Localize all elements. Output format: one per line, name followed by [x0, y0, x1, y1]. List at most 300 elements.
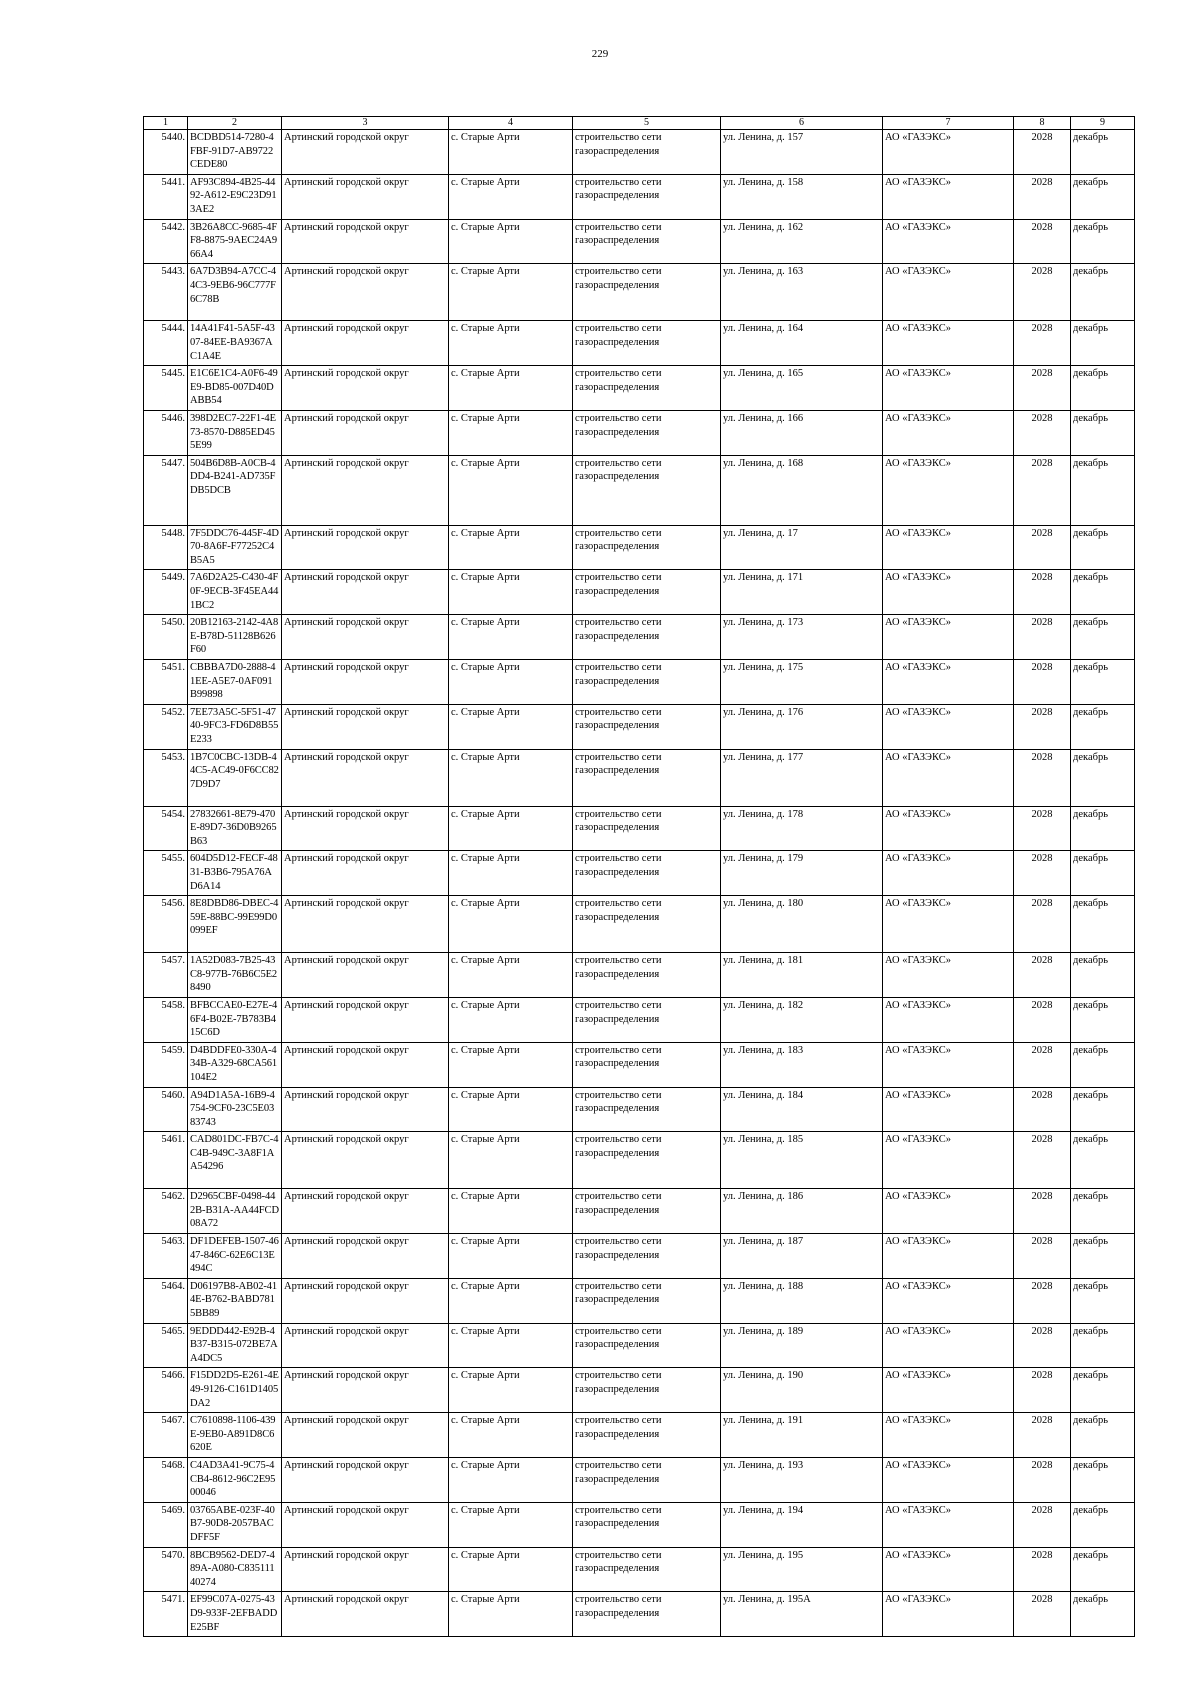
district-cell: Артинский городской округ: [282, 410, 449, 455]
district-cell: Артинский городской округ: [282, 806, 449, 851]
table-row: [144, 1278, 1135, 1323]
month-cell: декабрь: [1071, 749, 1135, 806]
object-id-cell: 8BCB9562-DED7-489A-A080-C83511140274: [188, 1547, 282, 1592]
month-cell: декабрь: [1071, 953, 1135, 998]
month-cell: декабрь: [1071, 1234, 1135, 1279]
object-id-cell: 27832661-8E79-470E-89D7-36D0B9265B63: [188, 806, 282, 851]
organization-cell: АО «ГАЗЭКС»: [883, 1368, 1014, 1413]
table-row: [144, 455, 1135, 525]
object-id-cell: BCDBD514-7280-4FBF-91D7-AB9722CEDE80: [188, 130, 282, 175]
year-cell: 2028: [1014, 1547, 1071, 1592]
row-number-cell: 5460.: [144, 1087, 188, 1132]
row-number-cell: 5453.: [144, 749, 188, 806]
month-cell: декабрь: [1071, 219, 1135, 264]
organization-cell: АО «ГАЗЭКС»: [883, 953, 1014, 998]
locality-cell: с. Старые Арти: [449, 219, 573, 264]
district-cell: Артинский городской округ: [282, 1189, 449, 1234]
month-cell: декабрь: [1071, 806, 1135, 851]
work-type-cell: строительство сети газораспределения: [573, 130, 721, 175]
table-row: [144, 570, 1135, 615]
locality-cell: с. Старые Арти: [449, 851, 573, 896]
object-id-cell: D2965CBF-0498-442B-B31A-AA44FCD08A72: [188, 1189, 282, 1234]
district-cell: Артинский городской округ: [282, 1547, 449, 1592]
month-cell: декабрь: [1071, 321, 1135, 366]
address-cell: ул. Ленина, д. 191: [721, 1413, 883, 1458]
work-type-cell: строительство сети газораспределения: [573, 525, 721, 570]
address-cell: ул. Ленина, д. 190: [721, 1368, 883, 1413]
address-cell: ул. Ленина, д. 187: [721, 1234, 883, 1279]
object-id-cell: C4AD3A41-9C75-4CB4-8612-96C2E9500046: [188, 1457, 282, 1502]
work-type-cell: строительство сети газораспределения: [573, 1087, 721, 1132]
locality-cell: с. Старые Арти: [449, 660, 573, 705]
row-number-cell: 5462.: [144, 1189, 188, 1234]
work-type-cell: строительство сети газораспределения: [573, 1413, 721, 1458]
month-cell: декабрь: [1071, 1132, 1135, 1189]
district-cell: Артинский городской округ: [282, 1413, 449, 1458]
district-cell: Артинский городской округ: [282, 525, 449, 570]
organization-cell: АО «ГАЗЭКС»: [883, 1189, 1014, 1234]
object-id-cell: 20B12163-2142-4A8E-B78D-51128B626F60: [188, 615, 282, 660]
month-cell: декабрь: [1071, 851, 1135, 896]
object-id-cell: C7610898-1106-439E-9EB0-A891D8C6620E: [188, 1413, 282, 1458]
object-id-cell: 8E8DBD86-DBEC-459E-88BC-99E99D0099EF: [188, 896, 282, 953]
year-cell: 2028: [1014, 1323, 1071, 1368]
column-header: 5: [573, 117, 721, 130]
work-type-cell: строительство сети газораспределения: [573, 896, 721, 953]
table-row: [144, 1323, 1135, 1368]
month-cell: декабрь: [1071, 174, 1135, 219]
table-row: [144, 1592, 1135, 1637]
district-cell: Артинский городской округ: [282, 321, 449, 366]
address-cell: ул. Ленина, д. 177: [721, 749, 883, 806]
object-id-cell: 3B26A8CC-9685-4FF8-8875-9AEC24A966A4: [188, 219, 282, 264]
address-cell: ул. Ленина, д. 158: [721, 174, 883, 219]
year-cell: 2028: [1014, 321, 1071, 366]
row-number-cell: 5470.: [144, 1547, 188, 1592]
organization-cell: АО «ГАЗЭКС»: [883, 1547, 1014, 1592]
object-id-cell: 1B7C0CBC-13DB-44C5-AC49-0F6CC827D9D7: [188, 749, 282, 806]
year-cell: 2028: [1014, 1368, 1071, 1413]
locality-cell: с. Старые Арти: [449, 615, 573, 660]
district-cell: Артинский городской округ: [282, 953, 449, 998]
column-header: 1: [144, 117, 188, 130]
work-type-cell: строительство сети газораспределения: [573, 455, 721, 525]
district-cell: Артинский городской округ: [282, 704, 449, 749]
table-row: [144, 704, 1135, 749]
row-number-cell: 5454.: [144, 806, 188, 851]
table-row: [144, 366, 1135, 411]
address-cell: ул. Ленина, д. 171: [721, 570, 883, 615]
district-cell: Артинский городской округ: [282, 570, 449, 615]
month-cell: декабрь: [1071, 1368, 1135, 1413]
address-cell: ул. Ленина, д. 185: [721, 1132, 883, 1189]
locality-cell: с. Старые Арти: [449, 1132, 573, 1189]
district-cell: Артинский городской округ: [282, 896, 449, 953]
work-type-cell: строительство сети газораспределения: [573, 1457, 721, 1502]
table-row: [144, 1547, 1135, 1592]
month-cell: декабрь: [1071, 525, 1135, 570]
row-number-cell: 5442.: [144, 219, 188, 264]
organization-cell: АО «ГАЗЭКС»: [883, 749, 1014, 806]
work-type-cell: строительство сети газораспределения: [573, 264, 721, 321]
table-row: [144, 851, 1135, 896]
work-type-cell: строительство сети газораспределения: [573, 1592, 721, 1637]
month-cell: декабрь: [1071, 1323, 1135, 1368]
object-id-cell: 7A6D2A25-C430-4F0F-9ECB-3F45EA441BC2: [188, 570, 282, 615]
locality-cell: с. Старые Арти: [449, 366, 573, 411]
district-cell: Артинский городской округ: [282, 1132, 449, 1189]
table-row: [144, 896, 1135, 953]
column-header: 7: [883, 117, 1014, 130]
work-type-cell: строительство сети газораспределения: [573, 1323, 721, 1368]
district-cell: Артинский городской округ: [282, 264, 449, 321]
table-row: [144, 264, 1135, 321]
organization-cell: АО «ГАЗЭКС»: [883, 1413, 1014, 1458]
row-number-cell: 5451.: [144, 660, 188, 705]
row-number-cell: 5445.: [144, 366, 188, 411]
year-cell: 2028: [1014, 264, 1071, 321]
page-number: 229: [591, 48, 609, 60]
month-cell: декабрь: [1071, 455, 1135, 525]
district-cell: Артинский городской округ: [282, 1234, 449, 1279]
address-cell: ул. Ленина, д. 162: [721, 219, 883, 264]
table-row: [144, 1368, 1135, 1413]
table-row: [144, 1502, 1135, 1547]
work-type-cell: строительство сети газораспределения: [573, 1368, 721, 1413]
address-cell: ул. Ленина, д. 186: [721, 1189, 883, 1234]
object-id-cell: 604D5D12-FECF-4831-B3B6-795A76AD6A14: [188, 851, 282, 896]
row-number-cell: 5456.: [144, 896, 188, 953]
locality-cell: с. Старые Арти: [449, 1087, 573, 1132]
organization-cell: АО «ГАЗЭКС»: [883, 615, 1014, 660]
row-number-cell: 5455.: [144, 851, 188, 896]
month-cell: декабрь: [1071, 366, 1135, 411]
organization-cell: АО «ГАЗЭКС»: [883, 219, 1014, 264]
month-cell: декабрь: [1071, 130, 1135, 175]
district-cell: Артинский городской округ: [282, 1502, 449, 1547]
address-cell: ул. Ленина, д. 163: [721, 264, 883, 321]
work-type-cell: строительство сети газораспределения: [573, 1547, 721, 1592]
month-cell: декабрь: [1071, 896, 1135, 953]
object-id-cell: 14A41F41-5A5F-4307-84EE-BA9367AC1A4E: [188, 321, 282, 366]
address-cell: ул. Ленина, д. 173: [721, 615, 883, 660]
organization-cell: АО «ГАЗЭКС»: [883, 896, 1014, 953]
row-number-cell: 5444.: [144, 321, 188, 366]
row-number-cell: 5464.: [144, 1278, 188, 1323]
organization-cell: АО «ГАЗЭКС»: [883, 1502, 1014, 1547]
locality-cell: с. Старые Арти: [449, 321, 573, 366]
table-row: [144, 130, 1135, 175]
district-cell: Артинский городской округ: [282, 1368, 449, 1413]
column-header: 2: [188, 117, 282, 130]
object-id-cell: 398D2EC7-22F1-4E73-8570-D885ED455E99: [188, 410, 282, 455]
district-cell: Артинский городской округ: [282, 1278, 449, 1323]
month-cell: декабрь: [1071, 1457, 1135, 1502]
locality-cell: с. Старые Арти: [449, 806, 573, 851]
row-number-cell: 5440.: [144, 130, 188, 175]
address-cell: ул. Ленина, д. 195А: [721, 1592, 883, 1637]
district-cell: Артинский городской округ: [282, 1323, 449, 1368]
work-type-cell: строительство сети газораспределения: [573, 1132, 721, 1189]
row-number-cell: 5449.: [144, 570, 188, 615]
year-cell: 2028: [1014, 1234, 1071, 1279]
work-type-cell: строительство сети газораспределения: [573, 410, 721, 455]
work-type-cell: строительство сети газораспределения: [573, 1189, 721, 1234]
locality-cell: с. Старые Арти: [449, 570, 573, 615]
locality-cell: с. Старые Арти: [449, 410, 573, 455]
month-cell: декабрь: [1071, 1087, 1135, 1132]
work-type-cell: строительство сети газораспределения: [573, 570, 721, 615]
work-type-cell: строительство сети газораспределения: [573, 953, 721, 998]
work-type-cell: строительство сети газораспределения: [573, 704, 721, 749]
year-cell: 2028: [1014, 366, 1071, 411]
district-cell: Артинский городской округ: [282, 1457, 449, 1502]
row-number-cell: 5465.: [144, 1323, 188, 1368]
row-number-cell: 5459.: [144, 1042, 188, 1087]
locality-cell: с. Старые Арти: [449, 174, 573, 219]
table-row: [144, 1234, 1135, 1279]
organization-cell: АО «ГАЗЭКС»: [883, 130, 1014, 175]
year-cell: 2028: [1014, 1278, 1071, 1323]
organization-cell: АО «ГАЗЭКС»: [883, 1042, 1014, 1087]
row-number-cell: 5463.: [144, 1234, 188, 1279]
object-id-cell: DF1DEFEB-1507-4647-846C-62E6C13E494C: [188, 1234, 282, 1279]
address-cell: ул. Ленина, д. 157: [721, 130, 883, 175]
work-type-cell: строительство сети газораспределения: [573, 1042, 721, 1087]
work-type-cell: строительство сети газораспределения: [573, 321, 721, 366]
work-type-cell: строительство сети газораспределения: [573, 174, 721, 219]
object-id-cell: EF99C07A-0275-43D9-933F-2EFBADDE25BF: [188, 1592, 282, 1637]
row-number-cell: 5452.: [144, 704, 188, 749]
locality-cell: с. Старые Арти: [449, 1234, 573, 1279]
work-type-cell: строительство сети газораспределения: [573, 1502, 721, 1547]
row-number-cell: 5469.: [144, 1502, 188, 1547]
organization-cell: АО «ГАЗЭКС»: [883, 704, 1014, 749]
object-id-cell: AF93C894-4B25-4492-A612-E9C23D913AE2: [188, 174, 282, 219]
month-cell: декабрь: [1071, 615, 1135, 660]
locality-cell: с. Старые Арти: [449, 1457, 573, 1502]
year-cell: 2028: [1014, 1189, 1071, 1234]
column-header: 6: [721, 117, 883, 130]
object-id-cell: 9EDDD442-E92B-4B37-B315-072BE7AA4DC5: [188, 1323, 282, 1368]
table-body: [144, 130, 1135, 1637]
organization-cell: АО «ГАЗЭКС»: [883, 1323, 1014, 1368]
address-cell: ул. Ленина, д. 183: [721, 1042, 883, 1087]
object-id-cell: D06197B8-AB02-414E-B762-BABD7815BB89: [188, 1278, 282, 1323]
object-id-cell: 504B6D8B-A0CB-4DD4-B241-AD735FDB5DCB: [188, 455, 282, 525]
work-type-cell: строительство сети газораспределения: [573, 997, 721, 1042]
year-cell: 2028: [1014, 749, 1071, 806]
address-cell: ул. Ленина, д. 175: [721, 660, 883, 705]
row-number-cell: 5466.: [144, 1368, 188, 1413]
district-cell: Артинский городской округ: [282, 130, 449, 175]
year-cell: 2028: [1014, 1042, 1071, 1087]
row-number-cell: 5471.: [144, 1592, 188, 1637]
year-cell: 2028: [1014, 953, 1071, 998]
row-number-cell: 5446.: [144, 410, 188, 455]
object-id-cell: A94D1A5A-16B9-4754-9CF0-23C5E0383743: [188, 1087, 282, 1132]
row-number-cell: 5448.: [144, 525, 188, 570]
address-cell: ул. Ленина, д. 179: [721, 851, 883, 896]
locality-cell: с. Старые Арти: [449, 455, 573, 525]
organization-cell: АО «ГАЗЭКС»: [883, 525, 1014, 570]
locality-cell: с. Старые Арти: [449, 130, 573, 175]
address-cell: ул. Ленина, д. 188: [721, 1278, 883, 1323]
year-cell: 2028: [1014, 1592, 1071, 1637]
object-id-cell: 7F5DDC76-445F-4D70-8A6F-F77252C4B5A5: [188, 525, 282, 570]
row-number-cell: 5447.: [144, 455, 188, 525]
organization-cell: АО «ГАЗЭКС»: [883, 997, 1014, 1042]
table-row: [144, 1132, 1135, 1189]
address-cell: ул. Ленина, д. 17: [721, 525, 883, 570]
address-cell: ул. Ленина, д. 166: [721, 410, 883, 455]
organization-cell: АО «ГАЗЭКС»: [883, 366, 1014, 411]
table-row: [144, 806, 1135, 851]
locality-cell: с. Старые Арти: [449, 525, 573, 570]
organization-cell: АО «ГАЗЭКС»: [883, 1592, 1014, 1637]
district-cell: Артинский городской округ: [282, 366, 449, 411]
locality-cell: с. Старые Арти: [449, 1413, 573, 1458]
locality-cell: с. Старые Арти: [449, 264, 573, 321]
month-cell: декабрь: [1071, 1189, 1135, 1234]
month-cell: декабрь: [1071, 264, 1135, 321]
table-row: [144, 410, 1135, 455]
organization-cell: АО «ГАЗЭКС»: [883, 410, 1014, 455]
work-type-cell: строительство сети газораспределения: [573, 615, 721, 660]
month-cell: декабрь: [1071, 1042, 1135, 1087]
work-type-cell: строительство сети газораспределения: [573, 219, 721, 264]
year-cell: 2028: [1014, 997, 1071, 1042]
district-cell: Артинский городской округ: [282, 851, 449, 896]
address-cell: ул. Ленина, д. 189: [721, 1323, 883, 1368]
table-row: [144, 1457, 1135, 1502]
year-cell: 2028: [1014, 455, 1071, 525]
address-cell: ул. Ленина, д. 184: [721, 1087, 883, 1132]
district-cell: Артинский городской округ: [282, 749, 449, 806]
work-type-cell: строительство сети газораспределения: [573, 366, 721, 411]
address-cell: ул. Ленина, д. 193: [721, 1457, 883, 1502]
month-cell: декабрь: [1071, 1413, 1135, 1458]
address-cell: ул. Ленина, д. 181: [721, 953, 883, 998]
object-id-cell: 1A52D083-7B25-43C8-977B-76B6C5E28490: [188, 953, 282, 998]
year-cell: 2028: [1014, 806, 1071, 851]
month-cell: декабрь: [1071, 660, 1135, 705]
address-cell: ул. Ленина, д. 180: [721, 896, 883, 953]
organization-cell: АО «ГАЗЭКС»: [883, 455, 1014, 525]
register-table: [143, 116, 1135, 1637]
work-type-cell: строительство сети газораспределения: [573, 660, 721, 705]
year-cell: 2028: [1014, 410, 1071, 455]
locality-cell: с. Старые Арти: [449, 997, 573, 1042]
object-id-cell: 6A7D3B94-A7CC-44C3-9EB6-96C777F6C78B: [188, 264, 282, 321]
year-cell: 2028: [1014, 1502, 1071, 1547]
district-cell: Артинский городской округ: [282, 1087, 449, 1132]
year-cell: 2028: [1014, 1132, 1071, 1189]
district-cell: Артинский городской округ: [282, 997, 449, 1042]
table-row: [144, 1042, 1135, 1087]
year-cell: 2028: [1014, 1087, 1071, 1132]
work-type-cell: строительство сети газораспределения: [573, 1234, 721, 1279]
table-row: [144, 749, 1135, 806]
organization-cell: АО «ГАЗЭКС»: [883, 851, 1014, 896]
address-cell: ул. Ленина, д. 168: [721, 455, 883, 525]
year-cell: 2028: [1014, 1457, 1071, 1502]
district-cell: Артинский городской округ: [282, 174, 449, 219]
row-number-cell: 5457.: [144, 953, 188, 998]
table-row: [144, 615, 1135, 660]
year-cell: 2028: [1014, 130, 1071, 175]
row-number-cell: 5450.: [144, 615, 188, 660]
year-cell: 2028: [1014, 851, 1071, 896]
month-cell: декабрь: [1071, 704, 1135, 749]
table-row: [144, 660, 1135, 705]
locality-cell: с. Старые Арти: [449, 1502, 573, 1547]
object-id-cell: 03765ABE-023F-40B7-90D8-2057BACDFF5F: [188, 1502, 282, 1547]
locality-cell: с. Старые Арти: [449, 1368, 573, 1413]
locality-cell: с. Старые Арти: [449, 749, 573, 806]
organization-cell: АО «ГАЗЭКС»: [883, 1278, 1014, 1323]
organization-cell: АО «ГАЗЭКС»: [883, 321, 1014, 366]
object-id-cell: BFBCCAE0-E27E-46F4-B02E-7B783B415C6D: [188, 997, 282, 1042]
row-number-cell: 5441.: [144, 174, 188, 219]
month-cell: декабрь: [1071, 1278, 1135, 1323]
address-cell: ул. Ленина, д. 194: [721, 1502, 883, 1547]
column-header: 3: [282, 117, 449, 130]
work-type-cell: строительство сети газораспределения: [573, 1278, 721, 1323]
district-cell: Артинский городской округ: [282, 219, 449, 264]
table-row: [144, 1189, 1135, 1234]
locality-cell: с. Старые Арти: [449, 704, 573, 749]
organization-cell: АО «ГАЗЭКС»: [883, 806, 1014, 851]
work-type-cell: строительство сети газораспределения: [573, 806, 721, 851]
address-cell: ул. Ленина, д. 165: [721, 366, 883, 411]
work-type-cell: строительство сети газораспределения: [573, 851, 721, 896]
row-number-cell: 5467.: [144, 1413, 188, 1458]
object-id-cell: E1C6E1C4-A0F6-49E9-BD85-007D40DABB54: [188, 366, 282, 411]
year-cell: 2028: [1014, 570, 1071, 615]
district-cell: Артинский городской округ: [282, 660, 449, 705]
locality-cell: с. Старые Арти: [449, 896, 573, 953]
organization-cell: АО «ГАЗЭКС»: [883, 1087, 1014, 1132]
organization-cell: АО «ГАЗЭКС»: [883, 264, 1014, 321]
district-cell: Артинский городской округ: [282, 1042, 449, 1087]
year-cell: 2028: [1014, 896, 1071, 953]
locality-cell: с. Старые Арти: [449, 1278, 573, 1323]
locality-cell: с. Старые Арти: [449, 1042, 573, 1087]
object-id-cell: 7EE73A5C-5F51-4740-9FC3-FD6D8B55E233: [188, 704, 282, 749]
month-cell: декабрь: [1071, 1592, 1135, 1637]
address-cell: ул. Ленина, д. 178: [721, 806, 883, 851]
district-cell: Артинский городской округ: [282, 1592, 449, 1637]
year-cell: 2028: [1014, 660, 1071, 705]
organization-cell: АО «ГАЗЭКС»: [883, 1457, 1014, 1502]
table-row: [144, 321, 1135, 366]
month-cell: декабрь: [1071, 1547, 1135, 1592]
table-row: [144, 997, 1135, 1042]
month-cell: декабрь: [1071, 410, 1135, 455]
district-cell: Артинский городской округ: [282, 615, 449, 660]
object-id-cell: CBBBA7D0-2888-41EE-A5E7-0AF091B99898: [188, 660, 282, 705]
organization-cell: АО «ГАЗЭКС»: [883, 1132, 1014, 1189]
address-cell: ул. Ленина, д. 164: [721, 321, 883, 366]
month-cell: декабрь: [1071, 1502, 1135, 1547]
organization-cell: АО «ГАЗЭКС»: [883, 570, 1014, 615]
year-cell: 2028: [1014, 1413, 1071, 1458]
table-row: [144, 953, 1135, 998]
year-cell: 2028: [1014, 704, 1071, 749]
district-cell: Артинский городской округ: [282, 455, 449, 525]
year-cell: 2028: [1014, 525, 1071, 570]
